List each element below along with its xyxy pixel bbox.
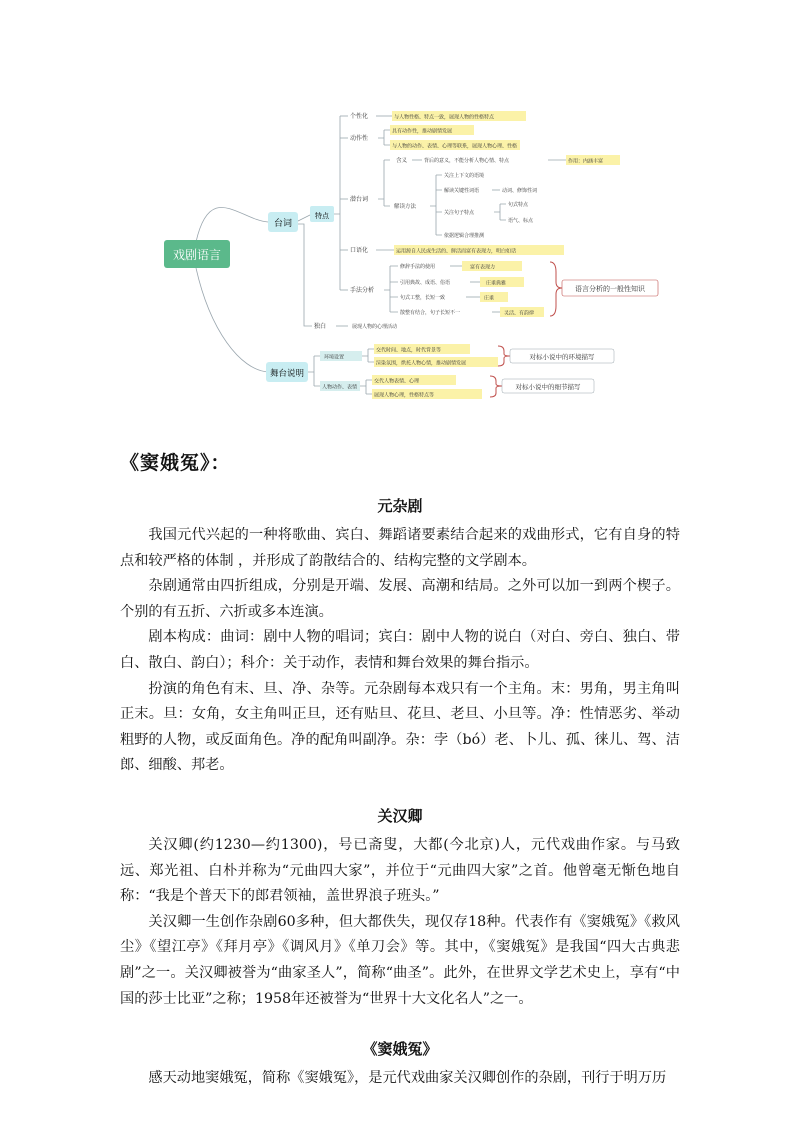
node-hanyi: 含义 bbox=[396, 158, 408, 164]
mindmap bbox=[0, 0, 800, 430]
section-heading-doueyuan: 《窦娥冤》 bbox=[362, 1040, 438, 1059]
node-person-note-1: 交代人物表情、心理 bbox=[374, 378, 420, 385]
node-shoufa-3: 句式工整，长短一致 bbox=[400, 295, 446, 301]
node-env-note-1: 交代时间、地点，时代背景等 bbox=[376, 347, 442, 354]
node-dongzuoxing: 动作性 bbox=[350, 135, 369, 142]
doc-title: 《窦娥冤》： bbox=[120, 452, 231, 474]
node-shoufa-2: 引用典故、成语、俗语 bbox=[400, 280, 451, 286]
node-qiantaici: 潜台词 bbox=[350, 196, 369, 203]
node-env-link: 对标小说中的环境描写 bbox=[529, 353, 595, 361]
node-shoufa-effect-2: 庄重典雅 bbox=[486, 280, 507, 287]
paragraph: 我国元代兴起的一种将歌曲、宾白、舞蹈诸要素结合起来的戏曲形式，它有自身的特点和较严格的体制 ，并形成了韵散结合的、结构完整的文学剧本。 bbox=[120, 527, 680, 569]
paragraph: 剧本构成：曲词：剧中人物的唱词；宾白：剧中人物的说白（对白、旁白、独白、带白、散白、韵白）；科介：关于动作，表情和舞台效果的舞台指示。 bbox=[120, 629, 680, 671]
paragraph: 扮演的角色有末、旦、净、杂等。元杂剧每本戏只有一个主角。末：男角，男主角叫正末。旦：女角，女主角叫正旦，还有贴旦、花旦、老旦、小旦等。净：性情恶劣、举动粗野的人物，或反面角色。净的配角叫副净。杂：孛（bó）老、卜儿、孤、徕儿、驾、洁郎、细酸、邦老。 bbox=[120, 680, 680, 774]
branch-stage-label: 舞台说明 bbox=[269, 369, 305, 379]
general-knowledge: 语言分析的一般性知识 bbox=[575, 285, 645, 293]
node-jiedu-word: 动词、修饰性词 bbox=[502, 188, 538, 194]
node-kouyuhua-note: 运用源自人民或生活的、鲜活而富有表现力，明白如话 bbox=[396, 248, 517, 255]
node-jiedu-3: 关注句子特点 bbox=[444, 210, 475, 216]
node-gexinghua: 个性化 bbox=[350, 113, 369, 120]
node-shoufa: 手法分析 bbox=[350, 287, 375, 294]
node-jiedu-1: 关注上下文的语境 bbox=[444, 173, 485, 179]
node-dubai-note: 展现人物的心理活动 bbox=[352, 324, 398, 330]
node-shoufa-effect-3: 庄重 bbox=[484, 295, 495, 302]
node-stage-person: 人物动作、表情 bbox=[322, 384, 358, 391]
node-shoufa-effect-1: 富有表现力 bbox=[470, 264, 496, 271]
paragraph: 感天动地窦娥冤，简称《窦娥冤》，是元代戏曲家关汉卿创作的杂剧，刊行于明万历 bbox=[148, 1070, 667, 1087]
node-jiedu-sentence-1: 句式特点 bbox=[508, 202, 529, 208]
node-shoufa-4: 散整有结合，句子长短不一 bbox=[400, 310, 461, 316]
node-zuoyong: 作用：内涵丰富 bbox=[568, 158, 604, 165]
node-shoufa-1: 修辞手法的使用 bbox=[400, 264, 436, 270]
paragraph: 关汉卿一生创作杂剧60多种，但大都佚失，现仅存18种。代表作有《窦娥冤》《救风尘》《望江亭》《拜月亭》《调风月》《单刀会》等。其中，《窦娥冤》是我国“四大古典悲剧”之一。关汉卿被誉为“曲家圣人”，简称“曲圣”。此外，在世界文学艺术史上，享有“中国的莎士比亚”之称；1958年还被誉为“世界十大文化名人”之一。 bbox=[120, 913, 680, 1007]
node-dubai: 独白 bbox=[314, 323, 327, 330]
node-shoufa-effect-4: 灵活、有韵律 bbox=[504, 310, 535, 317]
paragraph: 关汉卿(约1230—约1300)，号已斋叟，大都(今北京)人，元代戏曲作家。与马致远、郑光祖、白朴并称为“元曲四大家”，并位于“元曲四大家”之首。他曾毫无惭色地自称：“我是个普天下的郎君领袖，盖世界浪子班头。” bbox=[120, 836, 680, 905]
branch-taici-label: 台词 bbox=[273, 219, 293, 229]
node-kouyuhua: 口语化 bbox=[350, 247, 369, 254]
node-stage-env: 环境设置 bbox=[324, 354, 345, 361]
document-body bbox=[120, 448, 680, 1092]
node-person-note-2: 展现人物心理，性格特点等 bbox=[374, 392, 435, 399]
node-hanyi-note: 背后的意义，不能分析人物心情、特点 bbox=[424, 158, 510, 164]
section-heading-yuanzaju: 元杂剧 bbox=[377, 497, 423, 515]
branch-tedian-label: 特点 bbox=[315, 212, 329, 220]
node-jiedu-2: 解读关键性词语 bbox=[444, 188, 480, 194]
node-person-link: 对标小说中的细节描写 bbox=[515, 383, 581, 391]
node-jiedu-4: 依据逻辑合理推测 bbox=[444, 233, 485, 239]
node-gexinghua-note: 与人物性格、特点一致，展现人物的性格特点 bbox=[394, 114, 495, 121]
section-heading-guanhanqing: 关汉卿 bbox=[377, 806, 423, 825]
node-dongzuoxing-note-2: 与人物的动作、表情、心理等联系，展现人物心理、性格 bbox=[392, 143, 518, 150]
paragraph: 杂剧通常由四折组成，分别是开端、发展、高潮和结局。之外可以加一到两个楔子。个别的有五折、六折或多本连演。 bbox=[120, 578, 680, 620]
node-dongzuoxing-note-1: 具有动作性，推动剧情发展 bbox=[392, 128, 453, 135]
node-jiedu-sentence-2: 语气、标点 bbox=[508, 218, 534, 224]
node-env-note-2: 渲染氛围，烘托人物心情，推动剧情发展 bbox=[376, 360, 467, 367]
node-jiedu: 解读方法 bbox=[394, 204, 417, 210]
root-label: 戏剧语言 bbox=[172, 248, 222, 262]
